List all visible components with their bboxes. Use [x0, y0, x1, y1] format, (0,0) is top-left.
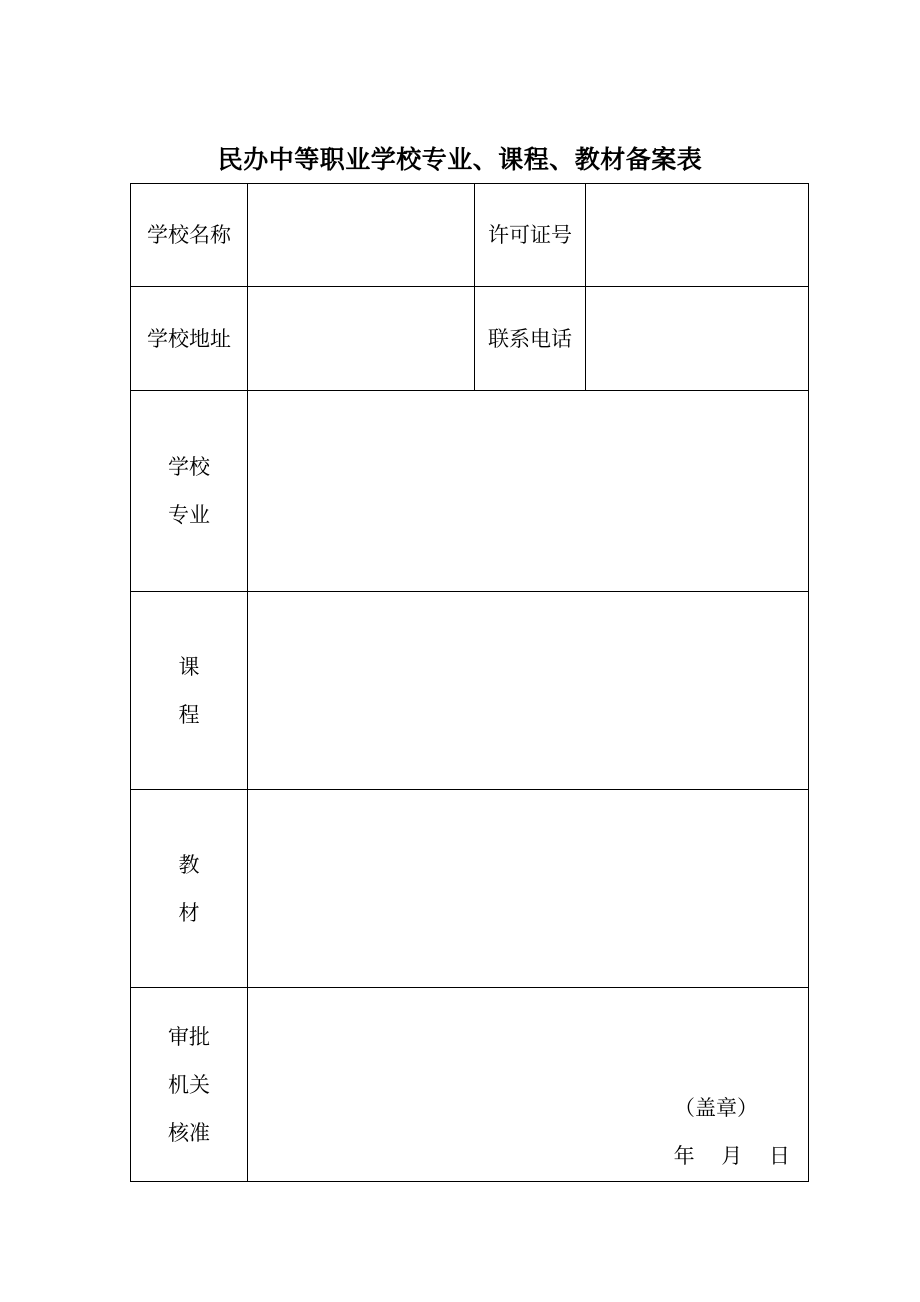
approval-label-line2: 机关 [168, 1072, 210, 1097]
seal-placeholder: （盖章） [674, 1096, 758, 1120]
course-label-line1: 课 [178, 654, 200, 679]
filing-form-table [130, 183, 809, 1182]
approval-label-line1: 审批 [168, 1024, 210, 1049]
license-number-field[interactable] [586, 184, 809, 287]
course-field[interactable] [248, 592, 809, 790]
approval-field[interactable] [248, 988, 809, 1182]
license-number-label: 许可证号 [475, 184, 586, 287]
row-course [131, 592, 809, 790]
approval-label-line3: 核准 [168, 1120, 210, 1145]
school-major-field[interactable] [248, 391, 809, 592]
school-address-field[interactable] [248, 287, 475, 391]
row-approval [131, 988, 809, 1182]
approval-date-placeholder: 年 月 日 [673, 1144, 790, 1168]
school-name-field[interactable] [248, 184, 475, 287]
row-textbook [131, 790, 809, 988]
course-label-line2: 程 [178, 702, 200, 727]
school-major-label [131, 391, 248, 592]
contact-phone-label: 联系电话 [475, 287, 586, 391]
textbook-label-line1: 教 [178, 852, 200, 877]
row-school-major [131, 391, 809, 592]
textbook-field[interactable] [248, 790, 809, 988]
row-school-name [131, 184, 809, 287]
contact-phone-field[interactable] [586, 287, 809, 391]
textbook-label-line2: 材 [178, 900, 200, 925]
school-name-label: 学校名称 [131, 184, 248, 287]
form-title: 民办中等职业学校专业、课程、教材备案表 [217, 145, 703, 174]
school-major-label-line1: 学校 [168, 455, 210, 479]
school-address-label: 学校地址 [131, 287, 248, 391]
row-school-address [131, 287, 809, 391]
course-label [131, 592, 248, 790]
textbook-label [131, 790, 248, 988]
school-major-label-line2: 专业 [168, 503, 210, 527]
approval-label [131, 988, 248, 1182]
